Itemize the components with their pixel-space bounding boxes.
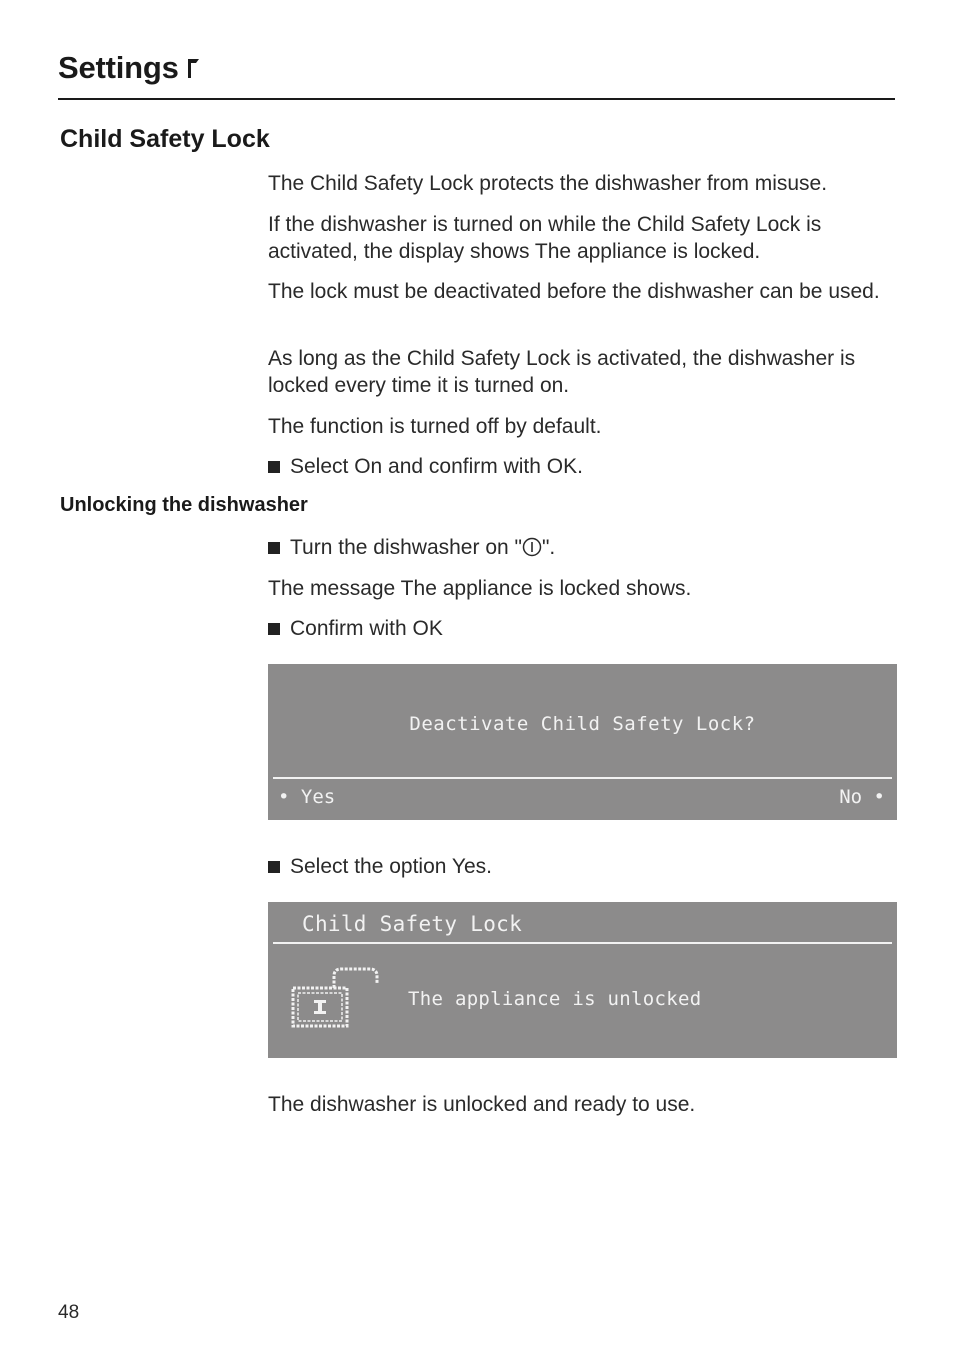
bullet-turn-on bbox=[268, 534, 898, 561]
display-option-yes[interactable]: • Yes bbox=[278, 786, 336, 808]
bullet-square-icon bbox=[268, 461, 280, 473]
page-number: 48 bbox=[58, 1302, 80, 1323]
bullet-confirm-ok bbox=[268, 615, 898, 642]
display-deactivate-prompt bbox=[268, 664, 897, 820]
paragraph-ready: The dishwasher is unlocked and ready to use. bbox=[268, 1093, 696, 1116]
bullet-text: Confirm with OK bbox=[290, 617, 443, 640]
bullet-text: Select On and confirm with OK. bbox=[290, 455, 583, 478]
paragraph-deactivate: The lock must be deactivated before the dishwasher can be used. bbox=[268, 280, 880, 303]
unlocked-padlock-icon bbox=[290, 966, 382, 1032]
display-divider bbox=[273, 942, 892, 944]
paragraph-message-locked: The message The appliance is locked shows. bbox=[268, 577, 692, 600]
bullet-square-icon bbox=[268, 861, 280, 873]
display-question: Deactivate Child Safety Lock? bbox=[409, 713, 756, 735]
display-title: Child Safety Lock bbox=[302, 912, 523, 936]
display-message: The appliance is unlocked bbox=[408, 988, 702, 1010]
display-divider bbox=[273, 777, 892, 779]
subsection-title: Unlocking the dishwasher bbox=[60, 494, 308, 516]
bullet-square-icon bbox=[268, 623, 280, 635]
bullet-select-yes bbox=[268, 853, 898, 880]
paragraph-default: The function is turned off by default. bbox=[268, 415, 602, 438]
power-on-icon bbox=[522, 537, 542, 557]
settings-flag-icon bbox=[187, 57, 201, 79]
paragraph-display-locked: If the dishwasher is turned on while the Child Safety Lock is activated, the display shows The appliance is locked. bbox=[268, 213, 822, 263]
page-header bbox=[58, 50, 201, 86]
page-title: Settings bbox=[58, 50, 179, 85]
header-divider bbox=[58, 98, 895, 100]
section-title: Child Safety Lock bbox=[60, 125, 270, 153]
display-unlocked bbox=[268, 902, 897, 1058]
paragraph-locked-every-time: As long as the Child Safety Lock is activated, the dishwasher is locked every time it is turned on. bbox=[268, 347, 856, 397]
bullet-text: Turn the dishwasher on " ". bbox=[290, 536, 556, 559]
bullet-select-on bbox=[268, 453, 898, 480]
paragraph-intro: The Child Safety Lock protects the dishwasher from misuse. bbox=[268, 172, 828, 195]
display-option-no[interactable]: No • bbox=[839, 786, 885, 808]
bullet-text: Select the option Yes. bbox=[290, 855, 492, 878]
bullet-square-icon bbox=[268, 542, 280, 554]
